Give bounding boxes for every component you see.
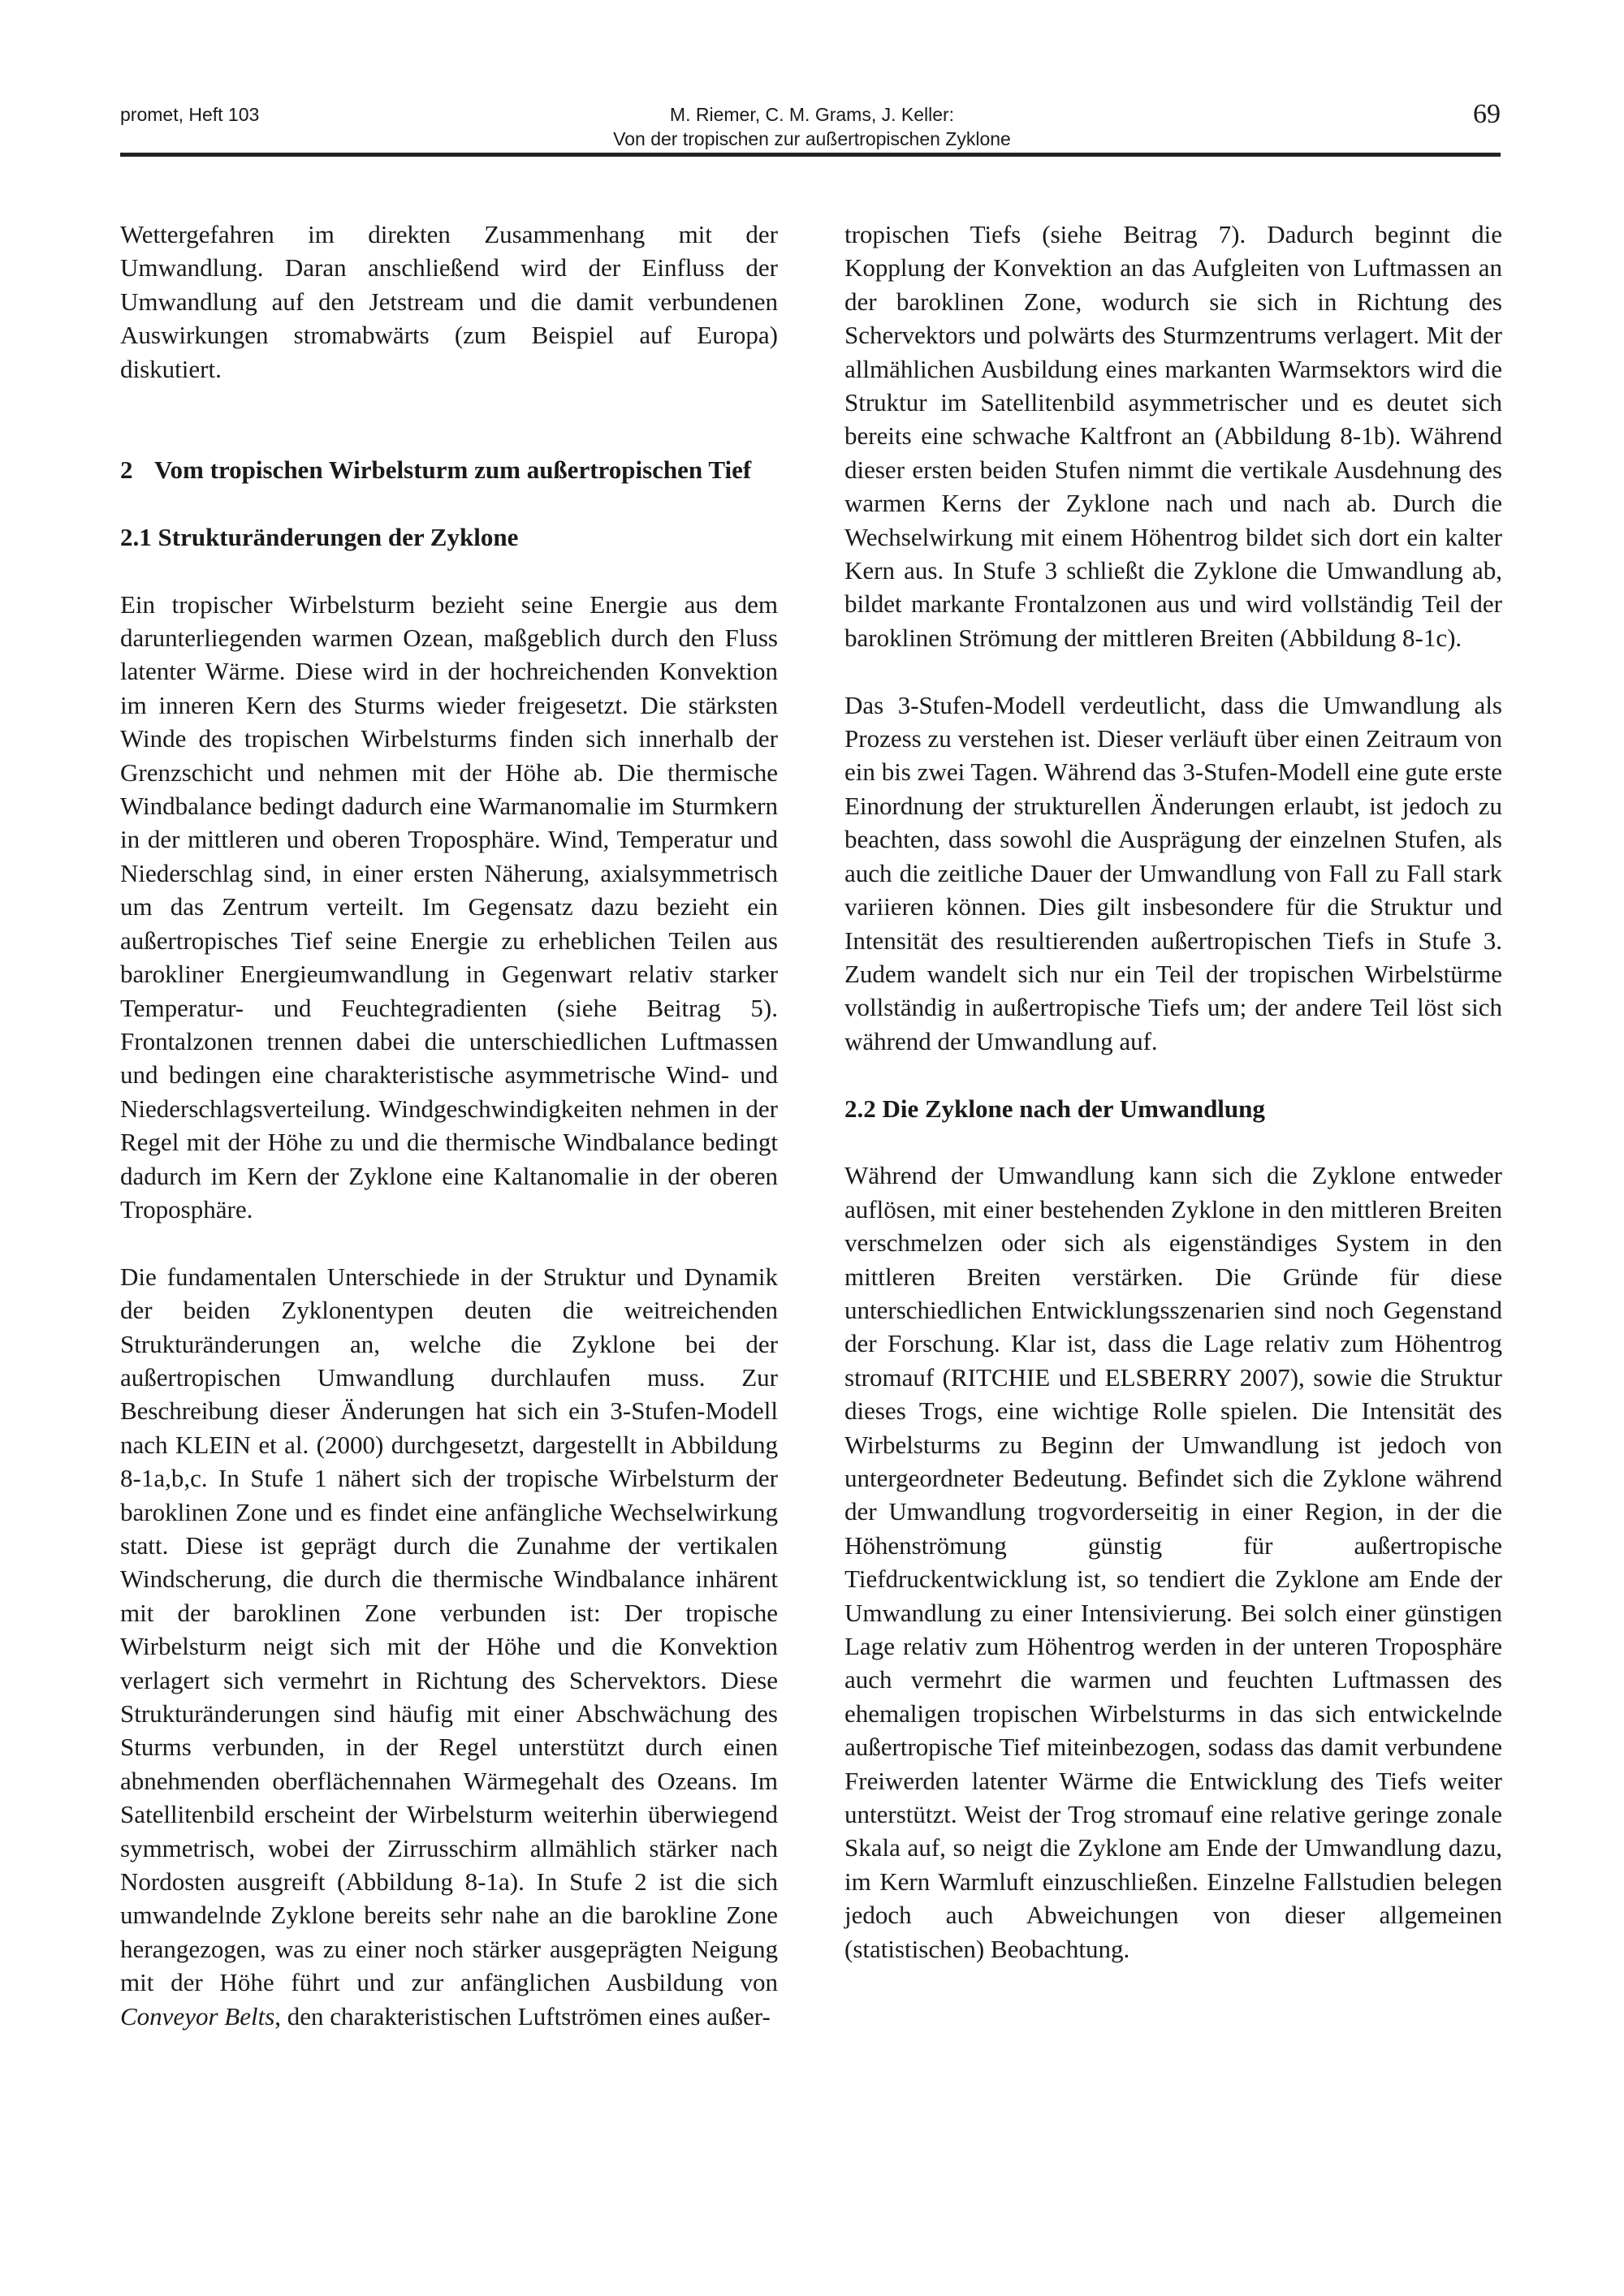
- authors: M. Riemer, C. M. Grams, J. Keller:: [669, 104, 955, 125]
- paragraph: Wettergefahren im direkten Zusammenhang mit der Umwandlung. Daran anschließend wird der Einfluss der Umwandlung auf den Jetstream und die damit verbundenen Auswirkungen stromabwärts (zum Beispiel auf Europa) diskutiert.: [120, 220, 778, 383]
- paragraph: Während der Umwandlung kann sich die Zyklone entweder auflösen, mit einer bestehenden Zyklone in den mittleren Breiten verschmelzen oder sich als eigenständiges System in den mittleren Breiten verstärken. Die Gründe für diese unterschiedlichen Entwicklungsszenarien sind noch Gegenstand der Forschung. Klar ist, dass die Lage relativ zum Höhentrog stromauf (RITCHIE und ELSBERRY 2007), sowie die Struktur dieses Trogs, eine wichtige Rolle spielen. Die Intensität des Wirbelsturms zu Beginn der Umwandlung ist jedoch von untergeordneter Bedeutung. Befindet sich die Zyklone während der Umwandlung trogvorderseitig in einer Region, in der die Höhenströmung günstig für außertropische Tiefdruckentwicklung ist, so tendiert die Zyklone am Ende der Umwandlung zu einer Intensivierung. Bei solch einer günstigen Lage relativ zum Höhentrog werden in der unteren Troposphäre auch vermehrt die warmen und feuchten Luftmassen des ehemaligen tropischen Wirbelsturms in das sich entwickelnde außertropische Tief miteinbezogen, sodass das damit verbundene Freiwerden latenter Wärme die Entwicklung des Tiefs weiter unterstützt. Weist der Trog stromauf eine relative geringe zonale Skala auf, so neigt die Zyklone am Ende der Umwandlung dazu, im Kern Warmluft einzuschließen. Einzelne Fallstudien belegen jedoch auch Abweichungen von dieser allgemeinen (statistischen) Beobachtung.: [844, 1161, 1502, 1963]
- subsection-heading: 2.1 Strukturänderungen der Zyklone: [120, 522, 519, 551]
- emphasis: Conveyor Belts: [120, 2001, 275, 2031]
- section-title: Vom tropischen Wirbelsturm zum außertropischen Tief: [154, 455, 752, 485]
- journal-issue: promet, Heft 103: [120, 104, 260, 125]
- article-title: Von der tropischen zur außertropischen Zyklone: [613, 128, 1011, 149]
- right-column: [844, 218, 1502, 1999]
- running-header: [0, 102, 1624, 151]
- text: Die fundamentalen Unterschiede in der Struktur und Dynamik der beiden Zyklonentypen deuten die weitreichenden Strukturänderungen an, welche die Zyklone bei der außertropischen Umwandlung durchlaufen muss. Zur Beschreibung dieser Änderungen hat sich ein 3-Stufen-Modell nach KLEIN et al. (2000) durchgesetzt, dargestellt in Abbildung 8-1a,b,c. In Stufe 1 nähert sich der tropische Wirbelsturm der baroklinen Zone und es findet eine anfängliche Wechselwirkung statt. Diese ist geprägt durch die Zunahme der vertikalen Windscherung, die durch die thermische Windbalance inhärent mit der baroklinen Zone verbunden ist: Der tropische Wirbelsturm neigt sich mit der Höhe und die Konvektion verlagert sich vermehrt in Richtung des Schervektors. Diese Strukturänderungen sind häufig mit einer Abschwächung des Sturms verbunden, in der Regel unterstützt durch einen abnehmenden oberflächennahen Wärmegehalt des Ozeans. Im Satellitenbild erscheint der Wirbelsturm weiterhin überwiegend symmetrisch, wobei der Zirrusschirm allmählich stärker nach Nordosten ausgreift (Abbildung 8-1a). In Stufe 2 ist die sich umwandelnde Zyklone bereits sehr nahe an die barokline Zone herangezogen, was zu einer noch stärker ausgeprägten Neigung mit der Höhe führt und zur anfänglichen Ausbildung von: [120, 1262, 778, 1997]
- paragraph: tropischen Tiefs (siehe Beitrag 7). Dadurch beginnt die Kopplung der Konvektion an das Aufgleiten von Luftmassen an der baroklinen Zone, wodurch sie sich in Richtung des Schervektors und polwärts des Sturmzentrums verlagert. Mit der allmählichen Ausbildung eines markanten Warmsektors wird die Struktur im Satellitenbild asymmetrischer und es deutet sich bereits eine schwache Kaltfront an (Abbildung 8-1b). Während dieser ersten beiden Stufen nimmt die vertikale Ausdehnung des warmen Kerns der Zyklone nach und nach ab. Durch die Wechselwirkung mit einem Höhentrog bildet sich dort ein kalter Kern aus. In Stufe 3 schließt die Zyklone die Umwandlung ab, bildet markante Frontalzonen aus und wird vollständig Teil der baroklinen Strömung der mittleren Breiten (Abbildung 8-1c).: [844, 220, 1502, 652]
- paragraph: Ein tropischer Wirbelsturm bezieht seine Energie aus dem darunterliegenden warmen Ozean, maßgeblich durch den Fluss latenter Wärme. Diese wird in der hochreichenden Konvektion im inneren Kern des Sturms wieder freigesetzt. Die stärksten Winde des tropischen Wirbelsturms finden sich innerhalb der Grenzschicht und nehmen mit der Höhe ab. Die thermische Windbalance bedingt dadurch eine Warmanomalie im Sturmkern in der mittleren und oberen Troposphäre. Wind, Temperatur und Niederschlag sind, in einer ersten Näherung, axialsymmetrisch um das Zentrum verteilt. Im Gegensatz dazu bezieht ein außertropisches Tief seine Energie zu erheblichen Teilen aus barokliner Energieumwandlung in Gegenwart relativ starker Temperatur- und Feuchtegradienten (siehe Beitrag 5). Frontalzonen trennen dabei die unterschiedlichen Luftmassen und bedingen eine charakteristische asymmetrische Wind- und Niederschlagsverteilung. Windgeschwindigkeiten nehmen in der Regel mit der Höhe zu und die thermische Windbalance bedingt dadurch im Kern der Zyklone eine Kaltanomalie in der oberen Troposphäre.: [120, 589, 778, 1224]
- header-rule: [120, 153, 1501, 157]
- text: , den charakteristischen Luftströmen eines außer-: [274, 2001, 771, 2031]
- subsection-heading: 2.2 Die Zyklone nach der Umwandlung: [844, 1094, 1265, 1123]
- section-heading: [120, 453, 778, 486]
- left-column: [120, 218, 778, 2066]
- page-number: 69: [1473, 99, 1501, 129]
- section-number: 2: [120, 455, 133, 485]
- paragraph: Das 3-Stufen-Modell verdeutlicht, dass die Umwandlung als Prozess zu verstehen ist. Dieser verläuft über einen Zeitraum von ein bis zwei Tagen. Während das 3-Stufen-Modell eine gute erste Einordnung der strukturellen Änderungen erlaubt, ist jedoch zu beachten, dass sowohl die Ausprägung der einzelnen Stufen, als auch die zeitliche Dauer der Umwandlung von Fall zu Fall stark variieren können. Dies gilt insbesondere für die Struktur und Intensität des resultierenden außertropischen Tiefs in Stufe 3. Zudem wandelt sich nur ein Teil der tropischen Wirbelstürme vollständig in außertropische Tiefs um; der andere Teil löst sich während der Umwandlung auf.: [844, 690, 1502, 1055]
- paragraph: [120, 1260, 778, 2033]
